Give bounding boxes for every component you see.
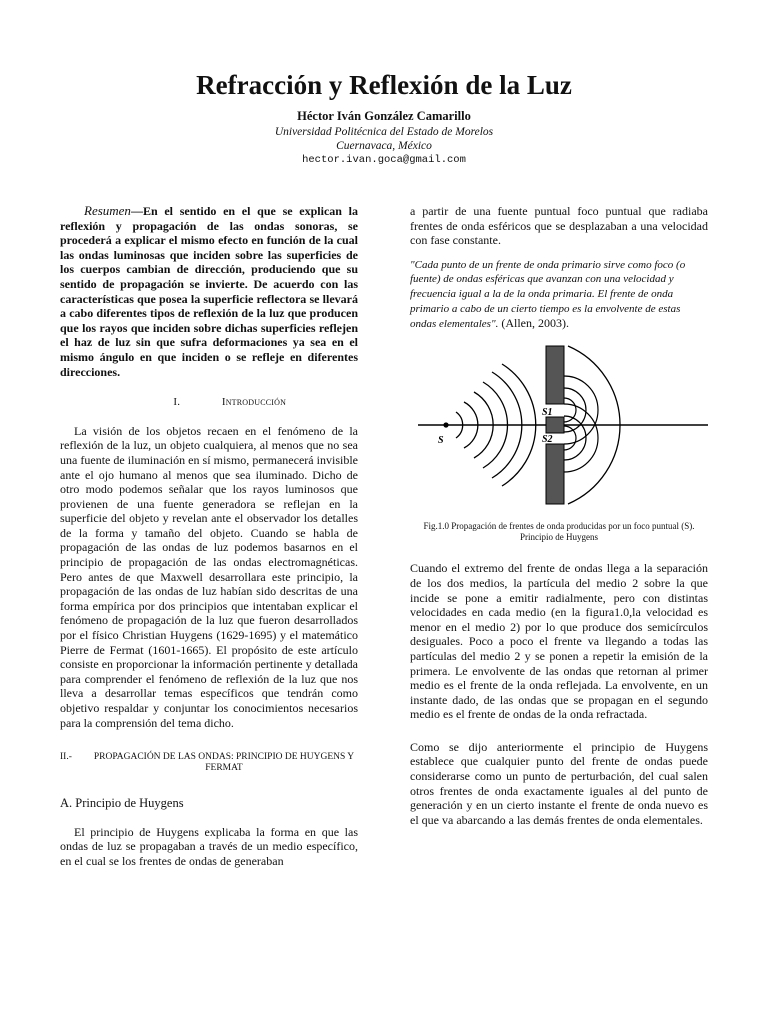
affiliation: Universidad Politécnica del Estado de Morelos	[274, 126, 494, 138]
label-s1: S1	[542, 406, 553, 418]
section-heading-propagacion	[60, 752, 358, 774]
section-heading-introduccion	[60, 395, 358, 410]
huygens-paragraph-left: El principio de Huygens explicaba la forma en que las ondas de luz se propagaban a través de un medio específico, en el cual se los frentes de ondas de generaban	[60, 824, 358, 868]
quote-text: "Cada punto de un frente de onda primario sirve como foco (o fuente) de ondas esféricas que avanzan con una velocidad y frecuencia igual a la de la onda primaria. El frente de onda primario a cabo de un cierto tiempo es la envolvente de estas ondas elementales".	[410, 258, 686, 331]
diffracted-wavefronts-s2	[564, 404, 598, 472]
huygens-summary-paragraph: Como se dijo anteriormente el principio de Huygens establece que cualquier punto del frente de ondas puede considerarse como un punto de perturbación, del cual salen otros frentes de onda exactamente iguales al del punto de generación y en un cierto instante el frente de onda nuevo es el que va abarcando a las demás frentes de onda elementales.	[410, 739, 708, 827]
barrier-middle	[546, 417, 564, 433]
section-title: PROPAGACIÓN DE LAS ONDAS: PRINCIPIO DE HUYGENS Y FERMAT	[93, 752, 355, 774]
huygens-quote	[410, 258, 708, 332]
abstract	[60, 204, 358, 379]
label-s: S	[438, 434, 444, 446]
diffracted-wavefronts-s1	[564, 376, 598, 444]
barrier-bottom	[546, 444, 564, 504]
intro-paragraph: La visión de los objetos recaen en el fenómeno de la reflexión de la luz, un objeto cualquiera, al menos que no sea una fuente de iluminación en sí mismo, permanecerá invisible ante el ojo humano al menos que sea iluminado. Dicho de otro modo podemos señalar que los rayos luminosos que provienen de una fuente generadora se reflejan en la superficie del objeto y revelan ante el observador los detalles de la forma y tamaño del objeto. Cuando se habla de propagación de las ondas de luz podemos basarnos en el principio de propagación de las ondas electromagnéticas. Pero antes de que Maxwell desarrollara este principio, la propagación de las ondas de luz habían sido descritas de una forma empírica por dos principios que intentaban explicar el fenómeno de propagación de la luz que fueron desarrollados por el físico Christian Huygens (1629-1695) y el matemático Pierre de Fermat (1601-1665). El propósito de este artículo consiste en proporcionar la información pertinente y detallada para comprender el fenómeno de reflexión de la luz que nos lleva a desarrollar temas específicos que tendrán como objetivo respaldar y conjuntar los conocimientos necesarios para la comprensión del tema dicho.	[60, 423, 358, 730]
right-column	[410, 204, 708, 827]
left-column	[60, 204, 358, 869]
label-s2: S2	[542, 433, 553, 445]
section-title: Introducción	[221, 396, 287, 409]
huygens-figure	[410, 342, 708, 512]
source-point	[443, 422, 448, 427]
huygens-paragraph-right: a partir de una fuente puntual foco puntual que radiaba frentes de onda esféricos que se desplazaban a una velocidad con fase constante.	[410, 204, 708, 248]
quote-citation: (Allen, 2003).	[498, 316, 569, 331]
subsection-heading: A. Principio de Huygens	[60, 796, 184, 811]
location: Cuernavaca, México	[336, 140, 432, 152]
section-number: I.	[173, 396, 181, 409]
author-name: Héctor Iván González Camarillo	[297, 109, 471, 123]
section-number: II.-	[60, 752, 72, 763]
figure-caption: Fig.1.0 Propagación de frentes de onda producidas por un foco puntual (S). Principio de Huygens	[423, 521, 695, 543]
barrier-top	[546, 346, 564, 404]
paper-title: Refracción y Reflexión de la Luz	[196, 70, 572, 100]
author-email: hector.ivan.goca@gmail.com	[302, 154, 466, 166]
reflection-paragraph: Cuando el extremo del frente de ondas llega a la separación de los dos medios, la partícula del medio 2 sobre la que incide se pone a emitir radialmente, pero con distintas velocidades en cada medio (en la figura1.0,la velocidad es menor en el medio 2) por lo que produce dos semicírculos desiguales. Poco a poco el frente va llegando a todas las partículas del medio 2 y se ponen a repetir la emisión de la primera. Le envolvente de las ondas que retornan al primer medio es el frente de la onda reflejada. La envolvente, en un instante dado, de las ondas que se propagan en el segundo medio es el frente de ondas de la onda refractada.	[410, 561, 708, 722]
abstract-text: —En el sentido en el que se explican la reflexión y propagación de las ondas sonoras, se procederá a explicar el mismo efecto en función de la cual las ondas luminosas que inciden sobre las superficies de los cuerpos cambian de dirección, produciendo que su sentido de propagación se invierte. De acuerdo con las características que posea la superficie reflectora se llevará a cabo diferentes tipos de reflexión de la luz que producen que los rayos que inciden sobre dichas superficies reflejen el haz de luz sin que sufra deformaciones ya sea en el mismo ángulo en que inciden o se refleje en diferentes direcciones.	[60, 204, 358, 379]
abstract-keyword: Resumen	[84, 203, 131, 218]
